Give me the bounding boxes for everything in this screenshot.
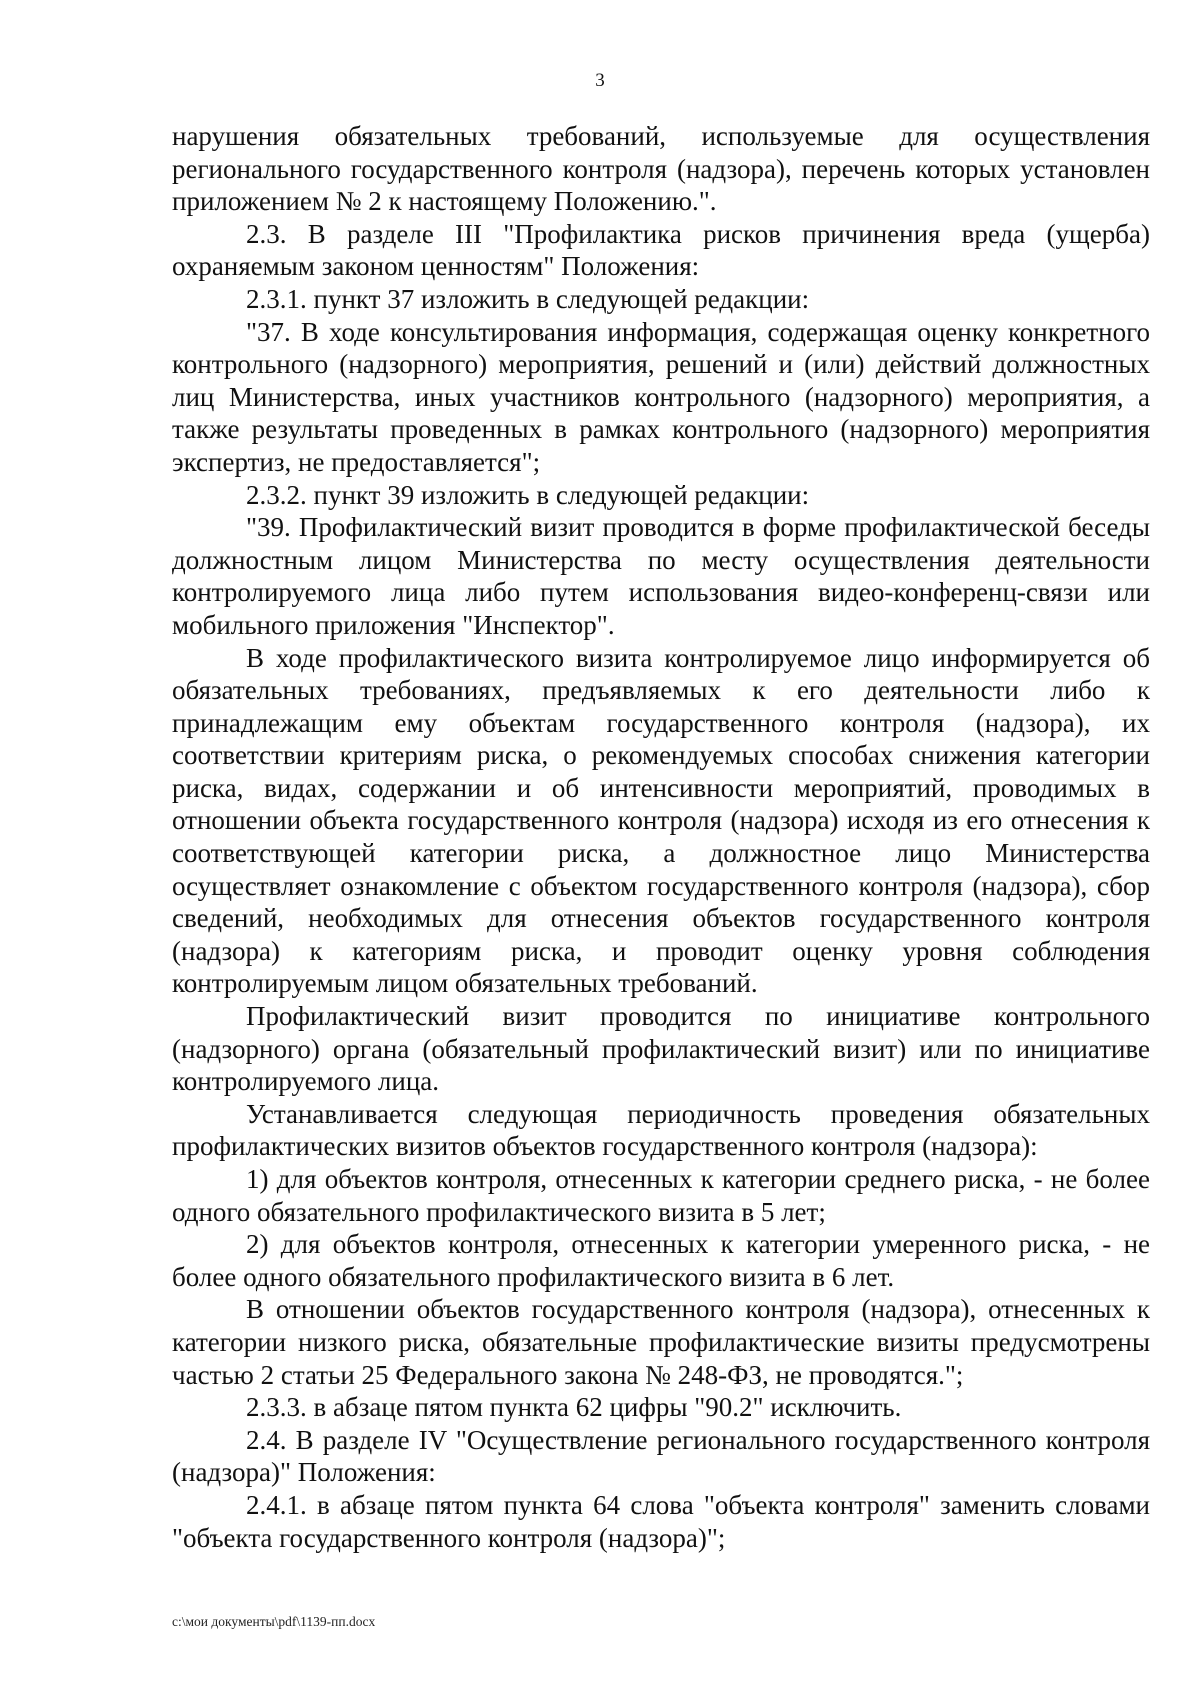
paragraph: 1) для объектов контроля, отнесенных к категории среднего риска, - не более одного обязательного профилактического визита в 5 лет;: [172, 1164, 1150, 1227]
paragraph: 2.3.1. пункт 37 изложить в следующей редакции:: [246, 283, 810, 314]
paragraph: 2) для объектов контроля, отнесенных к категории умеренного риска, - не более одного обязательного профилактического визита в 6 лет.: [172, 1229, 1150, 1292]
paragraph: 2.4.1. в абзаце пятом пункта 64 слова "объекта контроля" заменить словами "объекта государственного контроля (надзора)";: [172, 1489, 1150, 1553]
footer-file-path: c:\мои документы\pdf\1139-пп.docx: [172, 1614, 376, 1629]
paragraph: Устанавливается следующая периодичность проведения обязательных профилактических визитов объектов государственного контроля (надзора):: [172, 1098, 1150, 1162]
paragraph: 2.3. В разделе III "Профилактика рисков причинения вреда (ущерба) охраняемым законом ценностям" Положения:: [172, 218, 1150, 282]
paragraph: "37. В ходе консультирования информация, содержащая оценку конкретного контрольного (надзорного) мероприятия, решений и (или) действий должностных лиц Министерства, иных участников контрольного (надзорного) мероприятия, а также результаты проведенных в рамках контрольного (надзорного) мероприятия экспертиз, не предоставляется";: [172, 316, 1150, 477]
paragraph: В отношении объектов государственного контроля (надзора), отнесенных к категории низкого риска, обязательные профилактические визиты предусмотрены частью 2 статьи 25 Федерального закона № 248-ФЗ, не проводятся.";: [172, 1294, 1150, 1390]
paragraph: 2.3.2. пункт 39 изложить в следующей редакции:: [246, 479, 810, 510]
page-number: 3: [595, 70, 605, 91]
paragraph: В ходе профилактического визита контролируемое лицо информируется об обязательных требованиях, предъявляемых к его деятельности либо к принадлежащим ему объектам государственного контроля (надзора), их соответствии критериям риска, о рекомендуемых способах снижения категории риска, видах, содержании и об интенсивности мероприятий, проводимых в отношении объекта государственного контроля (надзора) исходя из его отнесения к соответствующей категории риска, а должностное лицо Министерства осуществляет ознакомление с объектом государственного контроля (надзора), сбор сведений, необходимых для отнесения объектов государственного контроля (надзора) к категориям риска, и проводит оценку уровня соблюдения контролируемым лицом обязательных требований.: [172, 642, 1150, 999]
paragraph: нарушения обязательных требований, используемые для осуществления регионального государственного контроля (надзора), перечень которых установлен приложением № 2 к настоящему Положению.".: [172, 121, 1150, 217]
paragraph: Профилактический визит проводится по инициативе контрольного (надзорного) органа (обязательный профилактический визит) или по инициативе контролируемого лица.: [172, 1001, 1150, 1097]
paragraph: 2.3.3. в абзаце пятом пункта 62 цифры "90.2" исключить.: [246, 1392, 902, 1423]
document-body: [172, 120, 1150, 1554]
paragraph: 2.4. В разделе IV "Осуществление регионального государственного контроля (надзора)" Положения:: [172, 1424, 1150, 1488]
paragraph: "39. Профилактический визит проводится в форме профилактической беседы должностным лицом Министерства по месту осуществления деятельности контролируемого лица либо путем использования видео-конференц-связи или мобильного приложения "Инспектор".: [172, 512, 1150, 640]
